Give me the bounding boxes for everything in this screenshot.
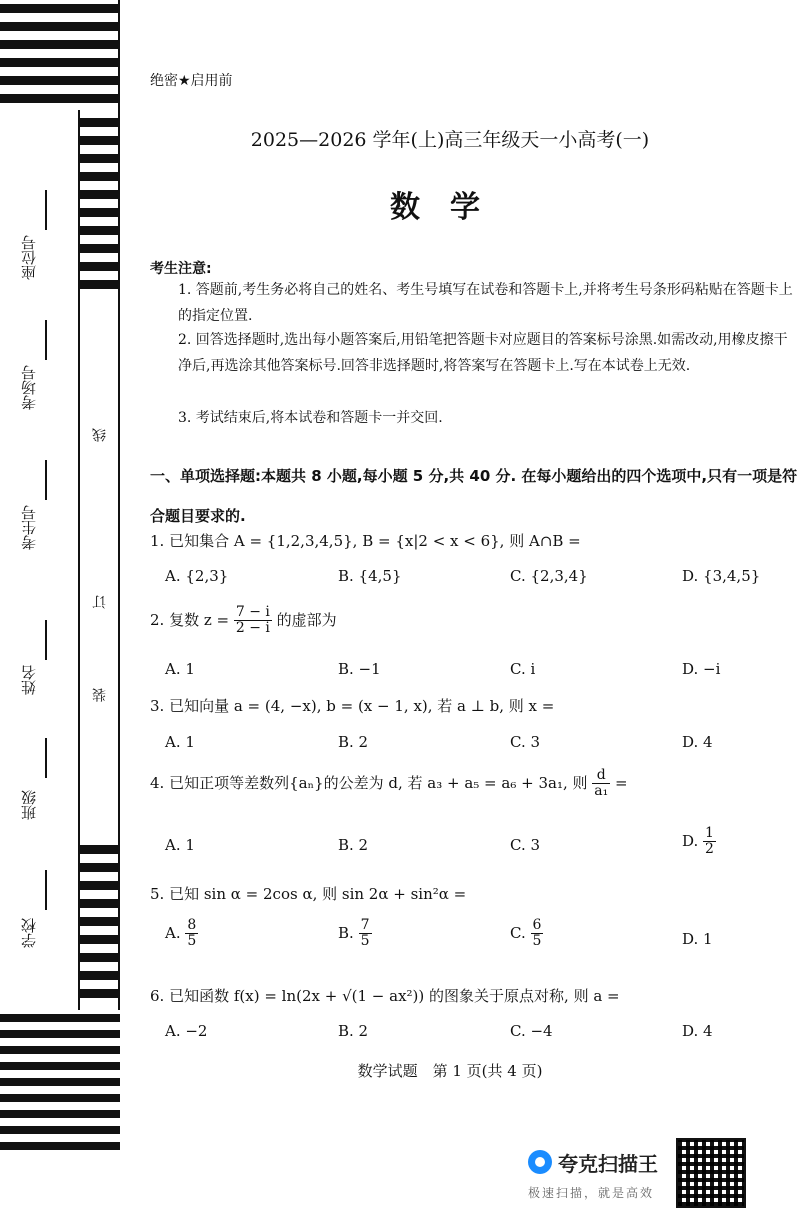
question-4-fraction-numerator: d <box>592 768 610 784</box>
question-5-option-c-denominator: 5 <box>532 933 542 950</box>
qr-code-icon <box>676 1138 746 1208</box>
question-4-option-d <box>682 826 716 858</box>
question-4-option-c: C. 3 <box>510 836 541 854</box>
notice-item-2: 2. 回答选择题时,选出每小题答案后,用铅笔把答题卡对应题目的答案标号涂黑.如需改动,用橡皮擦干净后,再选涂其他答案标号.回答非选择题时,将答案写在答题卡上.写在本试卷上无效. <box>178 332 788 374</box>
question-2-fraction-numerator: 7 − i <box>235 604 270 620</box>
question-5-option-b-denominator: 5 <box>360 933 370 950</box>
notice-heading: 考生注意: <box>150 261 212 277</box>
question-5-stem: 5. 已知 sin α = 2cos α, 则 sin 2α + sin²α = <box>150 885 467 903</box>
question-4-suffix: = <box>615 773 628 792</box>
question-2-option-d: D. −i <box>682 660 721 678</box>
question-4-stem <box>150 768 628 800</box>
question-5-option-b-numerator: 7 <box>360 917 370 933</box>
question-4-option-d-prefix: D. <box>682 831 699 850</box>
question-2-suffix: 的虚部为 <box>276 610 337 629</box>
question-4-prefix: 4. 已知正项等差数列{aₙ}的公差为 d, 若 a₃ + a₅ = a₆ + 3a₁, 则 <box>150 773 588 792</box>
exam-title: 2025—2026 学年(上)高三年级天一小高考(一) <box>250 129 650 151</box>
scanner-logo-icon <box>528 1150 552 1174</box>
scanner-slogan: 极速扫描，就是高效 <box>528 1186 655 1200</box>
question-1-option-b: B. {4,5} <box>338 567 402 585</box>
question-6-stem: 6. 已知函数 f(x) = ln(2x + √(1 − ax²)) 的图象关于原点对称, 则 a = <box>150 987 620 1005</box>
question-4-option-b: B. 2 <box>338 836 369 854</box>
field-name: 姓名 <box>20 665 38 695</box>
question-3-option-a: A. 1 <box>165 733 195 751</box>
confidential-label: 绝密★启用前 <box>150 73 233 89</box>
question-1-option-a: A. {2,3} <box>165 567 229 585</box>
binding-stripes-inner-bottom <box>78 845 120 1010</box>
question-4-option-d-denominator: 2 <box>705 841 714 858</box>
field-class: 班级 <box>20 790 38 820</box>
question-5-option-a <box>165 918 198 950</box>
page-footer: 数学试题 第 1 页(共 4 页) <box>357 1062 543 1080</box>
question-2-prefix: 2. 复数 z = <box>150 610 230 629</box>
question-5-option-c-numerator: 6 <box>532 917 542 933</box>
question-4-option-a: A. 1 <box>165 836 195 854</box>
field-school: 学校 <box>20 918 38 948</box>
question-4-fraction-denominator: a₁ <box>594 783 609 800</box>
question-2-option-c: C. i <box>510 660 536 678</box>
question-6-option-d: D. 4 <box>682 1022 713 1040</box>
question-2-option-a: A. 1 <box>165 660 195 678</box>
question-5-option-a-numerator: 8 <box>187 917 197 933</box>
section-heading: 一、单项选择题:本题共 8 小题,每小题 5 分,共 40 分. 在每小题给出的四个选项中,只有一项是符合题目要求的. <box>150 467 798 525</box>
field-seat-number: 座位号 <box>20 235 38 280</box>
question-2-stem <box>150 605 337 637</box>
seal-word-bind: 装 <box>92 688 108 702</box>
question-5-option-b <box>338 918 372 950</box>
seal-word-line: 线 <box>92 428 108 442</box>
question-4-option-d-fraction <box>703 826 716 858</box>
question-6-option-b: B. 2 <box>338 1022 369 1040</box>
binding-stripes-top <box>0 0 120 100</box>
question-1-option-c: C. {2,3,4} <box>510 567 588 585</box>
question-5-option-a-fraction <box>185 918 198 950</box>
question-3-option-c: C. 3 <box>510 733 541 751</box>
notice-item-1: 1. 答题前,考生务必将自己的姓名、考生号填写在试卷和答题卡上,并将考生号条形码粘贴在答题卡上的指定位置. <box>178 282 793 324</box>
question-5-option-c-fraction <box>531 918 544 950</box>
subject-title: 数学 <box>390 190 510 225</box>
question-6-option-c: C. −4 <box>510 1022 553 1040</box>
question-3-option-b: B. 2 <box>338 733 369 751</box>
question-6-option-a: A. −2 <box>165 1022 208 1040</box>
field-student-number: 考生号 <box>20 505 38 550</box>
question-5-option-a-prefix: A. <box>165 923 181 942</box>
question-1-stem: 1. 已知集合 A = {1,2,3,4,5}, B = {x|2 < x < 6}, 则 A∩B = <box>150 532 581 550</box>
question-5-option-d: D. 1 <box>682 930 713 948</box>
field-room-number: 考场号 <box>20 365 38 410</box>
question-4-option-d-numerator: 1 <box>705 825 714 841</box>
binding-stripes-inner-top <box>78 110 120 290</box>
question-2-option-b: B. −1 <box>338 660 381 678</box>
question-1-option-d: D. {3,4,5} <box>682 567 761 585</box>
question-5-option-b-prefix: B. <box>338 923 354 942</box>
question-5-option-a-denominator: 5 <box>187 933 197 950</box>
question-3-stem: 3. 已知向量 a = (4, −x), b = (x − 1, x), 若 a ⊥ b, 则 x = <box>150 697 555 715</box>
seal-word-staple: 订 <box>92 595 108 609</box>
question-2-fraction-denominator: 2 − i <box>235 620 270 637</box>
question-5-option-c <box>510 918 543 950</box>
question-2-fraction <box>234 605 272 637</box>
question-5-option-c-prefix: C. <box>510 923 526 942</box>
question-5-option-b-fraction <box>359 918 372 950</box>
scanner-brand-name: 夸克扫描王 <box>558 1152 658 1176</box>
question-3-option-d: D. 4 <box>682 733 713 751</box>
question-4-fraction <box>592 768 610 800</box>
notice-item-3: 3. 考试结束后,将本试卷和答题卡一并交回. <box>178 410 443 426</box>
scanner-watermark <box>528 1148 668 1204</box>
